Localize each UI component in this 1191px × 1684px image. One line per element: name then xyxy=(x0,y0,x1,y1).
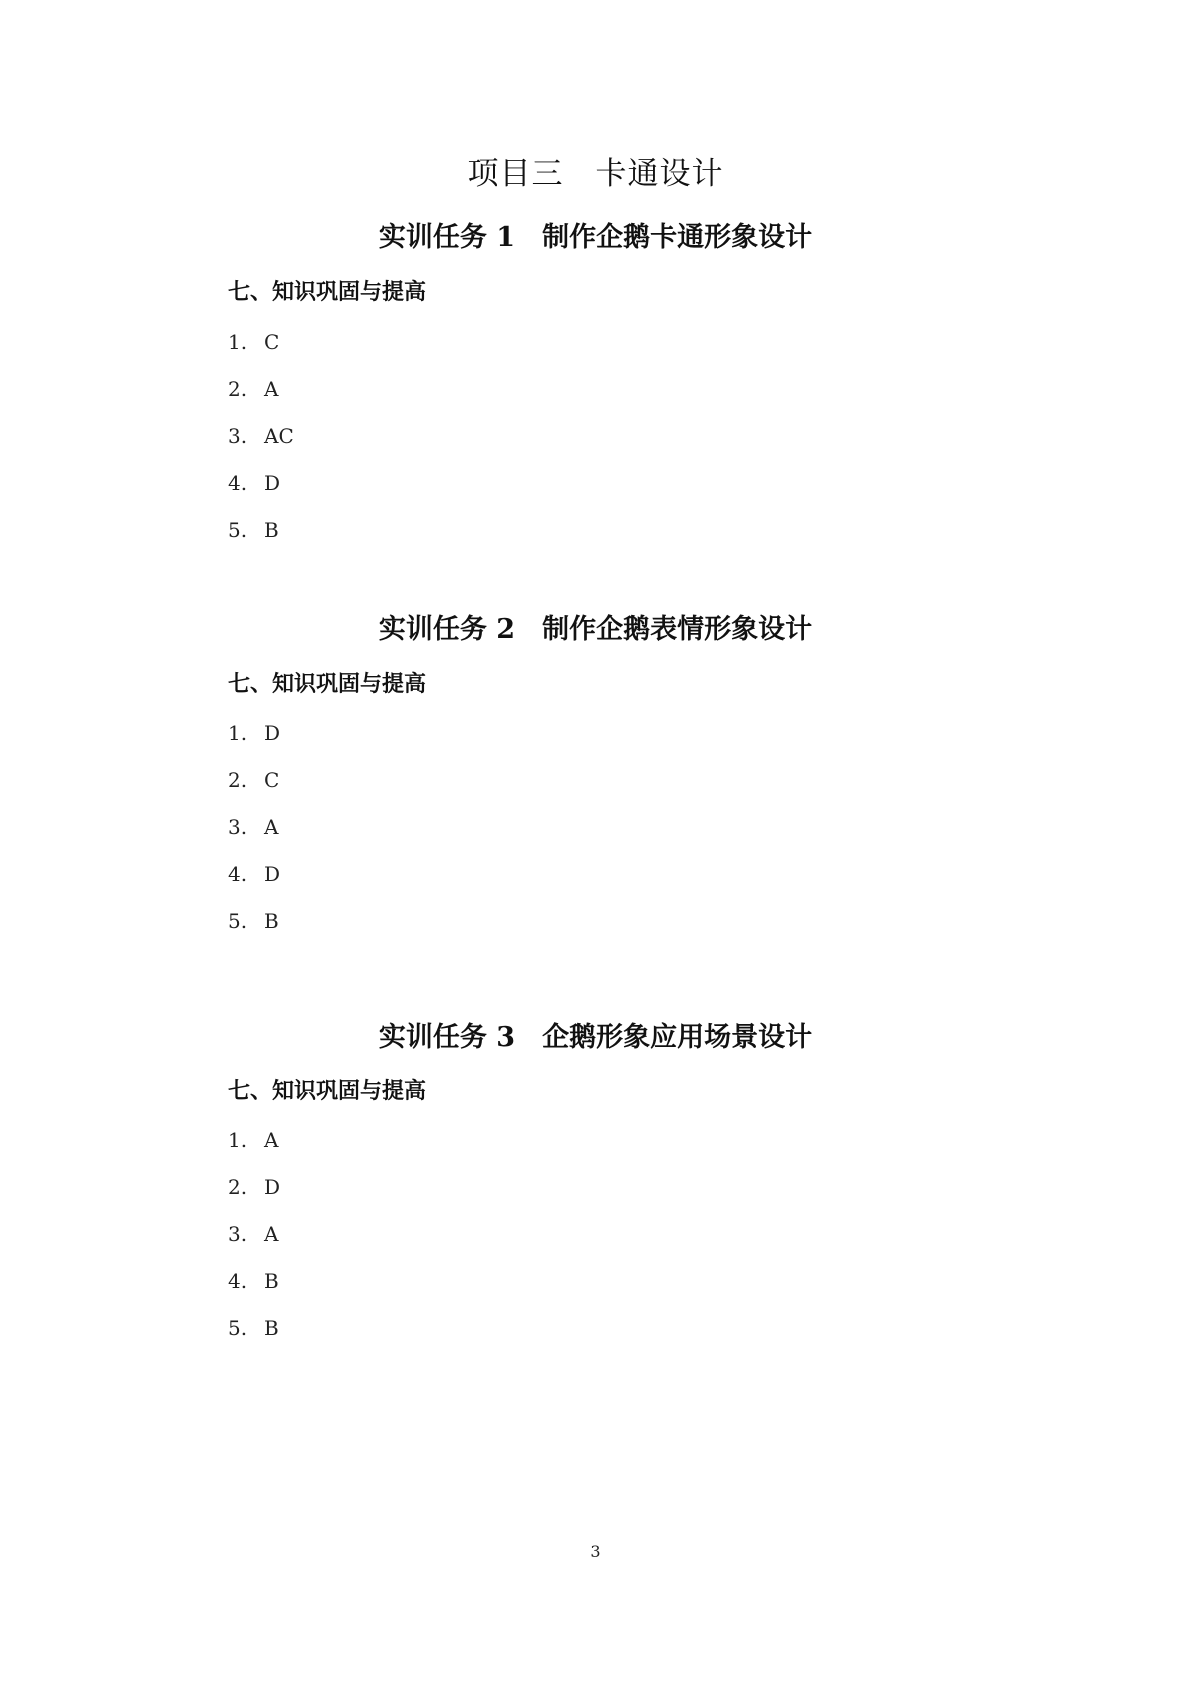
answer-value: B xyxy=(264,518,279,542)
task-3-answer-4 xyxy=(228,1266,279,1296)
page-number: 3 xyxy=(590,1542,601,1561)
answer-number: 2. xyxy=(228,768,248,792)
answer-number: 4. xyxy=(228,1269,248,1293)
answer-value: D xyxy=(264,1175,281,1199)
task-1-answer-4 xyxy=(228,468,280,498)
answer-value: D xyxy=(264,471,281,495)
answer-number: 4. xyxy=(228,862,248,886)
answer-number: 5. xyxy=(228,1316,248,1340)
answer-value: C xyxy=(264,330,280,354)
answer-number: 1. xyxy=(228,721,248,745)
task-3-answer-5 xyxy=(228,1313,279,1343)
task-2-section-label: 七、知识巩固与提高 xyxy=(228,671,427,697)
task-2-answer-4 xyxy=(228,859,280,889)
answer-number: 5. xyxy=(228,518,248,542)
task-2-answer-5 xyxy=(228,906,279,936)
answer-value: A xyxy=(264,815,279,839)
answer-value: A xyxy=(264,377,279,401)
answer-number: 3. xyxy=(228,815,248,839)
answer-value: B xyxy=(264,1316,279,1340)
task-1-title: 实训任务 1 制作企鹅卡通形象设计 xyxy=(378,222,813,253)
answer-value: AC xyxy=(264,424,294,448)
task-3-section-label: 七、知识巩固与提高 xyxy=(228,1078,427,1104)
answer-value: D xyxy=(264,862,281,886)
task-3-answer-3 xyxy=(228,1219,278,1249)
answer-number: 4. xyxy=(228,471,248,495)
answer-value: D xyxy=(264,721,281,745)
answer-number: 5. xyxy=(228,909,248,933)
page-title: 项目三 卡通设计 xyxy=(467,156,724,192)
answer-number: 2. xyxy=(228,377,248,401)
task-2-answer-3 xyxy=(228,812,278,842)
answer-number: 3. xyxy=(228,424,248,448)
answer-number: 2. xyxy=(228,1175,248,1199)
task-1-answer-1 xyxy=(228,327,279,357)
task-2-answer-1 xyxy=(228,718,280,748)
task-2-title: 实训任务 2 制作企鹅表情形象设计 xyxy=(378,614,813,645)
answer-number: 1. xyxy=(228,330,248,354)
answer-value: A xyxy=(264,1128,279,1152)
task-1-answer-3 xyxy=(228,421,294,451)
answer-number: 1. xyxy=(228,1128,248,1152)
task-3-title: 实训任务 3 企鹅形象应用场景设计 xyxy=(378,1022,813,1053)
answer-value: B xyxy=(264,1269,279,1293)
answer-value: C xyxy=(264,768,280,792)
task-1-answer-2 xyxy=(228,374,278,404)
answer-value: B xyxy=(264,909,279,933)
task-1-section-label: 七、知识巩固与提高 xyxy=(228,279,427,305)
task-3-answer-1 xyxy=(228,1125,278,1155)
task-1-answer-5 xyxy=(228,515,279,545)
task-3-answer-2 xyxy=(228,1172,280,1202)
answer-number: 3. xyxy=(228,1222,248,1246)
task-2-answer-2 xyxy=(228,765,279,795)
answer-value: A xyxy=(264,1222,279,1246)
